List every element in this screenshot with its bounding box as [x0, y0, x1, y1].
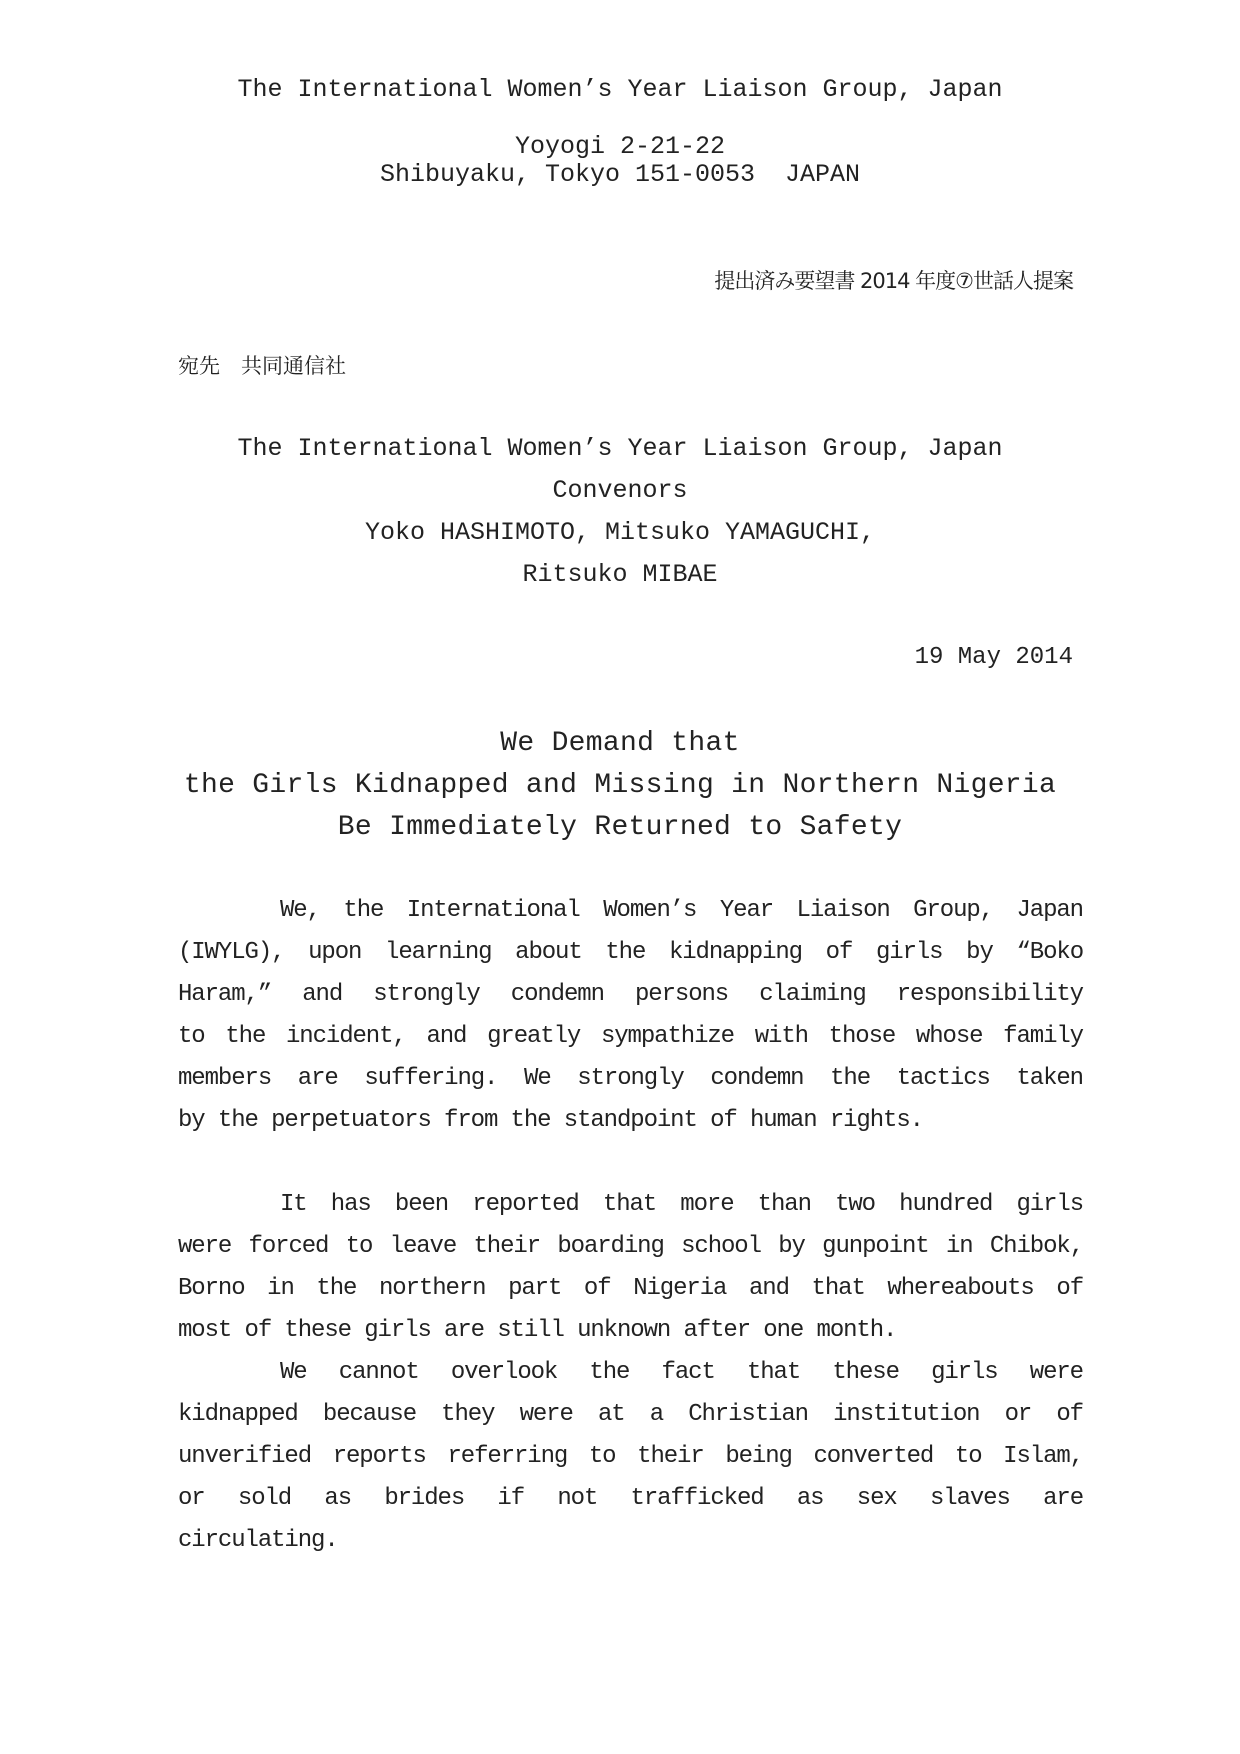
title-line-3: Be Immediately Returned to Safety — [337, 812, 903, 843]
paragraph-line: Borno in the northern part of Nigeria and that whereabouts of — [178, 1275, 1083, 1302]
paragraph-2 — [178, 1184, 1083, 1352]
paragraph-line: to the incident, and greatly sympathize with those whose family — [178, 1023, 1083, 1050]
sender-names-line-1: Yoko HASHIMOTO, Mitsuko YAMAGUCHI, — [364, 518, 876, 547]
title-line-1: We Demand that — [500, 728, 740, 759]
paragraph-line: by the perpetuators from the standpoint of human rights. — [178, 1107, 923, 1134]
paragraph-line: were forced to leave their boarding school by gunpoint in Chibok, — [178, 1233, 1083, 1260]
letterhead-org: The International Women’s Year Liaison Group, Japan — [237, 75, 1003, 104]
paragraph-line: We, the International Women’s Year Liaison Group, Japan — [280, 897, 1083, 924]
paragraph-line: members are suffering. We strongly condemn the tactics taken — [178, 1065, 1083, 1092]
paragraph-line: It has been reported that more than two hundred girls — [280, 1191, 1083, 1218]
paragraph-3 — [178, 1352, 1083, 1562]
title-line-2: the Girls Kidnapped and Missing in Northern Nigeria — [183, 770, 1057, 801]
reference-number: 提出済み要望書 2014 年度⑦世話人提案 — [714, 269, 1073, 293]
sender-names-line-2: Ritsuko MIBAE — [522, 560, 718, 589]
paragraph-line: or sold as brides if not trafficked as sex slaves are — [178, 1485, 1083, 1512]
paragraph-line: most of these girls are still unknown after one month. — [178, 1317, 897, 1344]
paragraph-line: kidnapped because they were at a Christian institution or of — [178, 1401, 1083, 1428]
letterhead-address-line-2: Shibuyaku, Tokyo 151-0053 JAPAN — [379, 160, 861, 189]
letterhead-address-line-1: Yoyogi 2-21-22 — [514, 132, 726, 161]
sender-org: The International Women’s Year Liaison Group, Japan — [237, 434, 1003, 463]
sender-role: Convenors — [552, 476, 688, 505]
paragraph-line: unverified reports referring to their being converted to Islam, — [178, 1443, 1083, 1470]
paragraph-line: Haram,” and strongly condemn persons claiming responsibility — [178, 981, 1083, 1008]
paragraph-line: We cannot overlook the fact that these girls were — [280, 1359, 1083, 1386]
paragraph-line: circulating. — [178, 1527, 338, 1554]
paragraph-line: (IWYLG), upon learning about the kidnapping of girls by “Boko — [178, 939, 1083, 966]
letter-date: 19 May 2014 — [914, 644, 1073, 671]
paragraph-1 — [178, 890, 1083, 1142]
addressee: 宛先 共同通信社 — [178, 354, 346, 378]
